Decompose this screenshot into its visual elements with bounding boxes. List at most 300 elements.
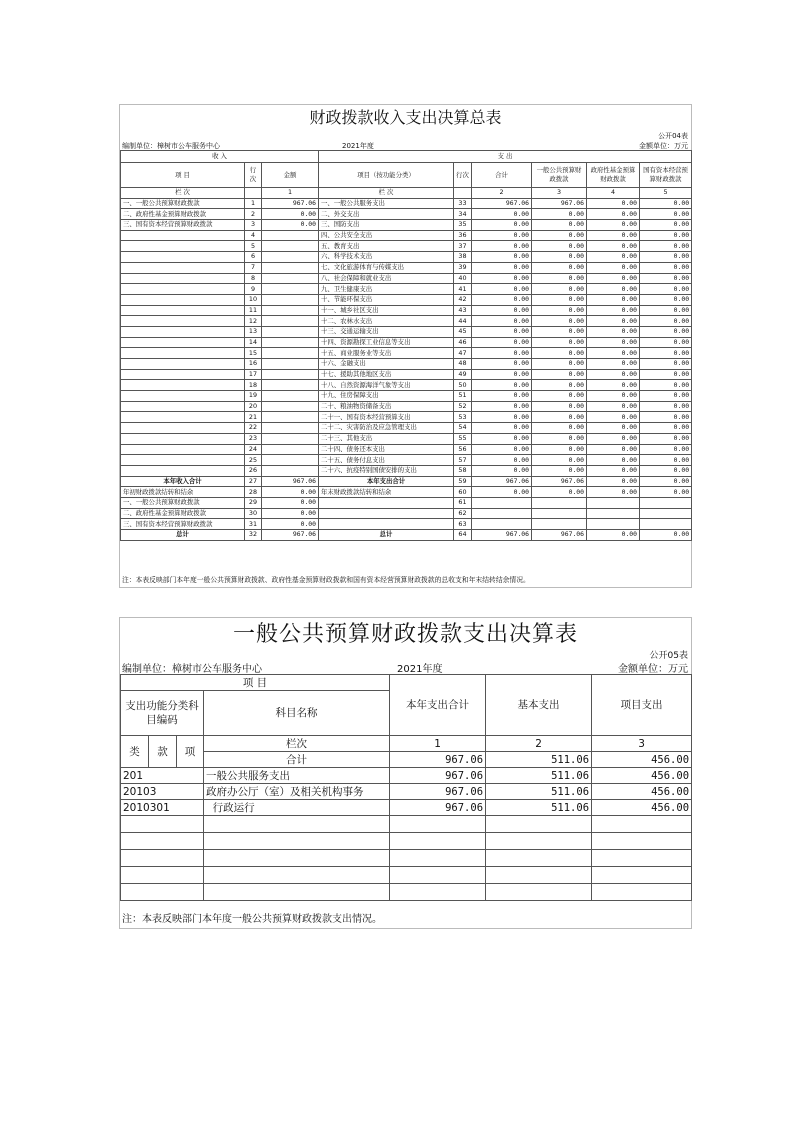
income-amount: 967.06 — [262, 198, 319, 209]
expense-general: 0.00 — [532, 230, 587, 241]
empty-cell — [121, 867, 204, 884]
empty-cell — [472, 497, 532, 508]
expense-total: 0.00 — [472, 348, 532, 359]
t2-num: 1 — [390, 736, 486, 752]
sub-expense-row: 63 — [454, 519, 472, 530]
expense-state: 0.00 — [640, 198, 692, 209]
empty-cell — [319, 508, 454, 519]
empty-cell — [319, 519, 454, 530]
expense-item: 十四、资源勘探工业信息等支出 — [319, 337, 454, 348]
income-item — [121, 252, 245, 263]
expense-total: 0.00 — [472, 444, 532, 455]
expense-general: 0.00 — [532, 359, 587, 370]
expense-state: 0.00 — [640, 391, 692, 402]
expense-total: 0.00 — [472, 455, 532, 466]
expense-general: 0.00 — [532, 348, 587, 359]
expense-total: 0.00 — [472, 359, 532, 370]
expense-general: 0.00 — [532, 252, 587, 263]
expense-item: 十五、商业服务业等支出 — [319, 348, 454, 359]
t2-col-total: 本年支出合计 — [390, 675, 486, 736]
basic-value: 511.06 — [486, 768, 592, 784]
table1-code: 公开04表 — [658, 132, 688, 140]
income-item — [121, 273, 245, 284]
subject-code: 20103 — [121, 784, 204, 800]
expense-item: 十六、金融支出 — [319, 359, 454, 370]
expense-fund: 0.00 — [587, 348, 640, 359]
expense-general: 0.00 — [532, 337, 587, 348]
t2-total-label: 合计 — [204, 752, 390, 768]
income-amount — [262, 252, 319, 263]
empty-cell — [204, 833, 390, 850]
col-amount: 金额 — [262, 163, 319, 188]
income-row-no: 4 — [245, 230, 262, 241]
expense-fund: 0.00 — [587, 294, 640, 305]
empty-cell — [640, 519, 692, 530]
table-row — [121, 455, 692, 466]
income-amount — [262, 380, 319, 391]
table1-grid — [120, 150, 692, 541]
income-item — [121, 326, 245, 337]
income-row-no: 5 — [245, 241, 262, 252]
income-item — [121, 305, 245, 316]
expense-general: 0.00 — [532, 316, 587, 327]
total-c2: 967.06 — [472, 530, 532, 541]
table1-org: 编制单位：樟树市公车服务中心 — [122, 142, 220, 150]
expense-state: 0.00 — [640, 348, 692, 359]
col-total: 合计 — [472, 163, 532, 188]
total-value: 967.06 — [390, 768, 486, 784]
expense-row-no: 35 — [454, 220, 472, 231]
income-row-no: 3 — [245, 220, 262, 231]
income-row-no: 6 — [245, 252, 262, 263]
table-row — [121, 508, 692, 519]
expense-fund: 0.00 — [587, 433, 640, 444]
expense-item: 四、公共安全支出 — [319, 230, 454, 241]
expense-row-no: 40 — [454, 273, 472, 284]
income-row-no: 25 — [245, 455, 262, 466]
income-item — [121, 465, 245, 476]
table-row — [121, 401, 692, 412]
sum-c4: 0.00 — [587, 476, 640, 487]
expense-fund: 0.00 — [587, 209, 640, 220]
carry-income-label: 年初财政拨款结转和结余 — [121, 487, 245, 498]
empty-cell — [390, 816, 486, 833]
expense-fund: 0.00 — [587, 359, 640, 370]
table-row — [121, 465, 692, 476]
empty-row — [121, 816, 692, 833]
table-row — [121, 784, 692, 800]
expense-general: 0.00 — [532, 380, 587, 391]
table-row — [121, 348, 692, 359]
empty-cell — [121, 884, 204, 901]
expense-item: 二十三、其他支出 — [319, 433, 454, 444]
basic-value: 511.06 — [486, 800, 592, 816]
table-row — [121, 391, 692, 402]
empty-row — [121, 884, 692, 901]
table2-unit: 金额单位：万元 — [618, 664, 688, 675]
empty-cell — [472, 508, 532, 519]
empty-cell — [472, 519, 532, 530]
table-row — [121, 241, 692, 252]
expense-item: 五、教育支出 — [319, 241, 454, 252]
table-row — [121, 380, 692, 391]
expense-item: 十九、住房保障支出 — [319, 391, 454, 402]
empty-cell — [121, 850, 204, 867]
income-amount — [262, 401, 319, 412]
expense-item: 二十六、抗疫特别国债安排的支出 — [319, 465, 454, 476]
income-item: 一、一般公共预算财政拨款 — [121, 198, 245, 209]
income-amount — [262, 262, 319, 273]
expense-state: 0.00 — [640, 369, 692, 380]
sub-income-row: 31 — [245, 519, 262, 530]
total-expense-label: 总计 — [319, 530, 454, 541]
t2-total-v3: 456.00 — [592, 752, 692, 768]
income-amount — [262, 241, 319, 252]
sub-income-item: 三、国有资本经营预算财政拨款 — [121, 519, 245, 530]
income-row-no: 12 — [245, 316, 262, 327]
sum-expense-row: 59 — [454, 476, 472, 487]
expense-fund: 0.00 — [587, 444, 640, 455]
lanci-label: 栏 次 — [319, 188, 454, 199]
empty-cell — [204, 850, 390, 867]
t2-col-project: 项目支出 — [592, 675, 692, 736]
col-num: 4 — [587, 188, 640, 199]
total-expense-row: 64 — [454, 530, 472, 541]
expense-row-no: 49 — [454, 369, 472, 380]
expense-general: 0.00 — [532, 262, 587, 273]
expense-item: 十一、城乡社区支出 — [319, 305, 454, 316]
expense-total: 0.00 — [472, 262, 532, 273]
income-row-no: 9 — [245, 284, 262, 295]
expense-state: 0.00 — [640, 401, 692, 412]
expense-general: 0.00 — [532, 412, 587, 423]
empty-row — [121, 850, 692, 867]
income-item — [121, 380, 245, 391]
empty-row — [121, 867, 692, 884]
col-num: 1 — [262, 188, 319, 199]
empty-cell — [486, 867, 592, 884]
expense-row-no: 45 — [454, 326, 472, 337]
income-amount — [262, 391, 319, 402]
empty-cell — [592, 816, 692, 833]
sub-expense-row: 62 — [454, 508, 472, 519]
sub-income-row: 30 — [245, 508, 262, 519]
table-row — [121, 497, 692, 508]
expense-row-no: 37 — [454, 241, 472, 252]
expense-total: 0.00 — [472, 412, 532, 423]
table-row — [121, 284, 692, 295]
expense-general: 0.00 — [532, 273, 587, 284]
income-amount — [262, 294, 319, 305]
t2-col-basic: 基本支出 — [486, 675, 592, 736]
expense-general: 0.00 — [532, 284, 587, 295]
total-c3: 967.06 — [532, 530, 587, 541]
expense-fund: 0.00 — [587, 198, 640, 209]
expense-state: 0.00 — [640, 241, 692, 252]
expense-general: 0.00 — [532, 369, 587, 380]
general-budget-expense-table-section — [119, 617, 692, 929]
expense-general: 0.00 — [532, 455, 587, 466]
sub-income-row: 29 — [245, 497, 262, 508]
expense-fund: 0.00 — [587, 273, 640, 284]
income-item — [121, 348, 245, 359]
table2-grid — [120, 674, 692, 901]
expense-fund: 0.00 — [587, 305, 640, 316]
table-row — [121, 294, 692, 305]
expense-general: 0.00 — [532, 423, 587, 434]
expense-row-no: 58 — [454, 465, 472, 476]
col-fund-budget: 政府性基金预算财政拨款 — [587, 163, 640, 188]
expense-total: 0.00 — [472, 305, 532, 316]
sub-income-amount: 0.00 — [262, 508, 319, 519]
table-row-sum — [121, 476, 692, 487]
income-amount — [262, 359, 319, 370]
expense-row-no: 38 — [454, 252, 472, 263]
col-exp-item: 项目（按功能分类） — [319, 163, 454, 188]
expense-total: 0.00 — [472, 220, 532, 231]
expense-fund: 0.00 — [587, 252, 640, 263]
total-value: 967.06 — [390, 784, 486, 800]
expense-item: 二十四、债务还本支出 — [319, 444, 454, 455]
income-amount — [262, 412, 319, 423]
expense-total: 0.00 — [472, 241, 532, 252]
table-row — [121, 800, 692, 816]
empty-cell — [486, 884, 592, 901]
expense-item: 八、社会保障和就业支出 — [319, 273, 454, 284]
table-row — [121, 369, 692, 380]
empty-cell — [640, 497, 692, 508]
sum-expense-label: 本年支出合计 — [319, 476, 454, 487]
income-row-no: 24 — [245, 444, 262, 455]
lanci-label: 栏 次 — [121, 188, 245, 199]
table-row — [121, 305, 692, 316]
empty-cell — [390, 850, 486, 867]
col-general-budget: 一般公共预算财政拨款 — [532, 163, 587, 188]
expense-general: 0.00 — [532, 294, 587, 305]
total-c4: 0.00 — [587, 530, 640, 541]
expense-row-no: 47 — [454, 348, 472, 359]
table-row — [121, 433, 692, 444]
expense-fund: 0.00 — [587, 391, 640, 402]
expense-total: 0.00 — [472, 230, 532, 241]
expense-total: 0.00 — [472, 294, 532, 305]
income-amount — [262, 465, 319, 476]
income-amount — [262, 230, 319, 241]
expense-header: 支 出 — [319, 151, 692, 163]
t2-col-item: 项 目 — [121, 675, 390, 691]
expense-fund: 0.00 — [587, 337, 640, 348]
expense-row-no: 44 — [454, 316, 472, 327]
expense-row-no: 53 — [454, 412, 472, 423]
empty-cell — [532, 519, 587, 530]
income-header: 收 入 — [121, 151, 319, 163]
income-amount — [262, 337, 319, 348]
carry-expense-row: 60 — [454, 487, 472, 498]
expense-state: 0.00 — [640, 412, 692, 423]
expense-item: 二十一、国有资本经营预算支出 — [319, 412, 454, 423]
expense-general: 0.00 — [532, 401, 587, 412]
carry-c3: 0.00 — [532, 487, 587, 498]
carry-c4: 0.00 — [587, 487, 640, 498]
expense-row-no: 57 — [454, 455, 472, 466]
table-row — [121, 230, 692, 241]
income-amount — [262, 455, 319, 466]
expense-state: 0.00 — [640, 305, 692, 316]
income-amount — [262, 316, 319, 327]
income-amount — [262, 348, 319, 359]
t2-total-v2: 511.06 — [486, 752, 592, 768]
t2-col-kuan: 款 — [149, 736, 177, 768]
empty-cell — [390, 867, 486, 884]
income-row-no: 2 — [245, 209, 262, 220]
income-amount: 0.00 — [262, 220, 319, 231]
expense-fund: 0.00 — [587, 369, 640, 380]
table1-unit: 金额单位：万元 — [639, 142, 688, 150]
table-row — [121, 326, 692, 337]
table-row — [121, 444, 692, 455]
expense-total: 0.00 — [472, 316, 532, 327]
empty-row — [121, 833, 692, 850]
t2-num: 3 — [592, 736, 692, 752]
expense-state: 0.00 — [640, 209, 692, 220]
expense-state: 0.00 — [640, 465, 692, 476]
expense-row-no: 51 — [454, 391, 472, 402]
expense-general: 0.00 — [532, 465, 587, 476]
expense-fund: 0.00 — [587, 241, 640, 252]
income-item — [121, 391, 245, 402]
expense-item: 十七、援助其他地区支出 — [319, 369, 454, 380]
subject-code: 201 — [121, 768, 204, 784]
total-value: 967.06 — [390, 800, 486, 816]
income-row-no: 7 — [245, 262, 262, 273]
table-row — [121, 423, 692, 434]
empty-cell — [592, 867, 692, 884]
sum-income-row: 27 — [245, 476, 262, 487]
expense-general: 0.00 — [532, 209, 587, 220]
expense-total: 0.00 — [472, 465, 532, 476]
expense-row-no: 36 — [454, 230, 472, 241]
expense-total: 0.00 — [472, 284, 532, 295]
expense-row-no: 56 — [454, 444, 472, 455]
expense-fund: 0.00 — [587, 284, 640, 295]
income-row-no: 18 — [245, 380, 262, 391]
t2-total-v1: 967.06 — [390, 752, 486, 768]
empty-cell — [532, 508, 587, 519]
income-row-no: 11 — [245, 305, 262, 316]
empty-cell — [319, 497, 454, 508]
empty-cell — [486, 816, 592, 833]
expense-fund: 0.00 — [587, 401, 640, 412]
income-item — [121, 284, 245, 295]
expense-general: 967.06 — [532, 198, 587, 209]
t2-num: 2 — [486, 736, 592, 752]
expense-state: 0.00 — [640, 316, 692, 327]
expense-fund: 0.00 — [587, 316, 640, 327]
table2-title: 一般公共预算财政拨款支出决算表 — [232, 622, 578, 647]
income-item — [121, 433, 245, 444]
total-income-label: 总计 — [121, 530, 245, 541]
total-income-amount: 967.06 — [262, 530, 319, 541]
t2-col-lei: 类 — [121, 736, 149, 768]
table-row — [121, 273, 692, 284]
empty-cell — [390, 884, 486, 901]
col-exp-row: 行次 — [454, 163, 472, 188]
expense-total: 0.00 — [472, 252, 532, 263]
expense-row-no: 33 — [454, 198, 472, 209]
expense-fund: 0.00 — [587, 220, 640, 231]
table2-note: 注：本表反映部门本年度一般公共预算财政拨款支出情况。 — [122, 914, 382, 925]
project-value: 456.00 — [592, 800, 692, 816]
income-row-no: 1 — [245, 198, 262, 209]
income-row-no: 17 — [245, 369, 262, 380]
sum-c3: 967.06 — [532, 476, 587, 487]
expense-row-no: 42 — [454, 294, 472, 305]
expense-item: 二十、粮油物资储备支出 — [319, 401, 454, 412]
table-row-total — [121, 530, 692, 541]
col-num: 2 — [472, 188, 532, 199]
expense-item: 十、节能环保支出 — [319, 294, 454, 305]
income-row-no: 23 — [245, 433, 262, 444]
income-row-no: 10 — [245, 294, 262, 305]
subject-name: 政府办公厅（室）及相关机构事务 — [204, 784, 390, 800]
income-row-no: 16 — [245, 359, 262, 370]
expense-state: 0.00 — [640, 423, 692, 434]
sub-expense-row: 61 — [454, 497, 472, 508]
expense-state: 0.00 — [640, 284, 692, 295]
expense-item: 六、科学技术支出 — [319, 252, 454, 263]
table1-title: 财政拨款收入支出决算总表 — [309, 108, 502, 127]
expense-state: 0.00 — [640, 230, 692, 241]
expense-fund: 0.00 — [587, 380, 640, 391]
income-amount — [262, 326, 319, 337]
sub-income-amount: 0.00 — [262, 497, 319, 508]
empty-cell — [486, 833, 592, 850]
expense-general: 0.00 — [532, 220, 587, 231]
sub-income-amount: 0.00 — [262, 519, 319, 530]
expense-total: 0.00 — [472, 391, 532, 402]
expense-state: 0.00 — [640, 337, 692, 348]
expense-row-no: 54 — [454, 423, 472, 434]
sum-income-amount: 967.06 — [262, 476, 319, 487]
table-row — [121, 519, 692, 530]
col-state-capital: 国有资本经营预算财政拨款 — [640, 163, 692, 188]
income-item — [121, 401, 245, 412]
income-item — [121, 359, 245, 370]
carry-income-amount: 0.00 — [262, 487, 319, 498]
col-row: 行次 — [245, 163, 262, 188]
table2-code: 公开05表 — [649, 651, 688, 661]
empty-cell — [592, 850, 692, 867]
expense-general: 0.00 — [532, 241, 587, 252]
empty-cell — [121, 816, 204, 833]
expense-total: 0.00 — [472, 369, 532, 380]
expense-item: 十八、自然资源海洋气象等支出 — [319, 380, 454, 391]
expense-general: 0.00 — [532, 433, 587, 444]
expense-fund: 0.00 — [587, 423, 640, 434]
table-row — [121, 316, 692, 327]
expense-item: 十三、交通运输支出 — [319, 326, 454, 337]
expense-state: 0.00 — [640, 433, 692, 444]
expense-item: 二、外交支出 — [319, 209, 454, 220]
income-item — [121, 412, 245, 423]
empty-cell — [587, 519, 640, 530]
empty-cell — [587, 497, 640, 508]
expense-row-no: 52 — [454, 401, 472, 412]
income-item — [121, 444, 245, 455]
col-num: 3 — [532, 188, 587, 199]
expense-state: 0.00 — [640, 455, 692, 466]
income-item — [121, 230, 245, 241]
